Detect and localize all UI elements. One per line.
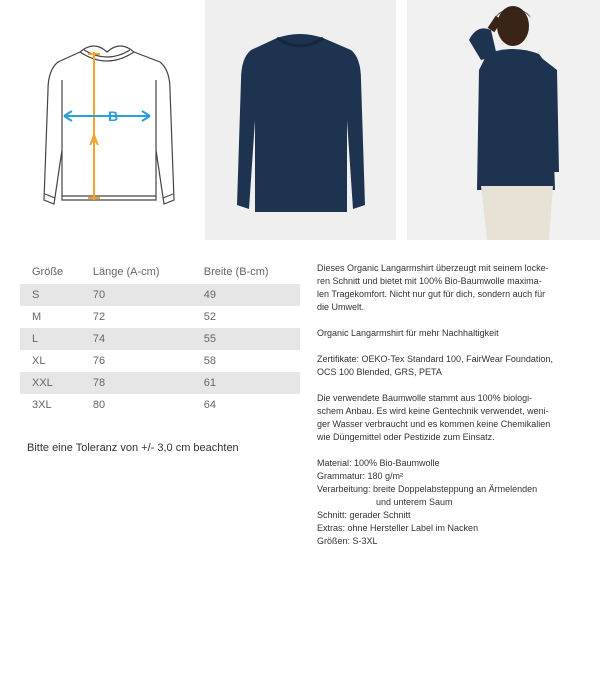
text-line: schem Anbau. Es wird keine Gentechnik verwendet, weni- <box>317 406 549 416</box>
table-row <box>20 350 300 372</box>
text-line: Zertifikate: OEKO-Tex Standard 100, FairWear Foundation, <box>317 354 553 364</box>
text-line: OCS 100 Blended, GRS, PETA <box>317 367 442 377</box>
width-cell: 64 <box>203 399 216 411</box>
size-cell: XL <box>32 355 46 367</box>
description-certificates <box>317 353 592 379</box>
size-table <box>20 260 300 416</box>
length-cell: 78 <box>92 377 106 389</box>
description-intro <box>317 262 592 314</box>
size-table-header <box>20 260 300 284</box>
description-cotton <box>317 392 592 444</box>
text-line: Die verwendete Baumwolle stammt aus 100% biologi- <box>317 393 533 403</box>
length-cell: 70 <box>92 289 106 301</box>
spec-processing-cont: und unterem Saum <box>376 497 453 507</box>
model-wearing-shirt-illustration <box>407 0 600 240</box>
spec-cut: Schnitt: gerader Schnitt <box>317 510 411 520</box>
header-size: Größe <box>32 266 64 278</box>
product-specs <box>317 457 592 548</box>
label-a: A <box>88 132 100 148</box>
header-width: Breite (B-cm) <box>203 266 269 278</box>
text-line: ger Wasser verbraucht und es kommen keine Chemikalien <box>317 419 551 429</box>
spec-grammage: Grammatur: 180 g/m² <box>317 471 404 481</box>
tolerance-note: Bitte eine Toleranz von +/- 3,0 cm beachten <box>27 442 239 454</box>
text-line: Dieses Organic Langarmshirt überzeugt mit seinem locke- <box>317 263 549 273</box>
length-cell: 72 <box>92 311 106 323</box>
model-image <box>407 0 600 240</box>
text-line: die Umwelt. <box>317 302 365 312</box>
text-line: len Tragekomfort. Nicht nur gut für dich, sondern auch für <box>317 289 546 299</box>
product-image <box>205 0 396 240</box>
table-row <box>20 372 300 394</box>
spec-sizes: Größen: S-3XL <box>317 536 378 546</box>
spec-extras: Extras: ohne Hersteller Label im Nacken <box>317 523 479 533</box>
width-cell: 58 <box>203 355 216 367</box>
table-row <box>20 306 300 328</box>
product-description <box>317 262 592 548</box>
label-b: B <box>107 108 119 124</box>
size-cell: XXL <box>32 377 53 389</box>
size-diagram <box>18 0 196 240</box>
spec-material: Material: 100% Bio-Baumwolle <box>317 458 440 468</box>
size-cell: L <box>32 333 39 345</box>
header-length: Länge (A-cm) <box>92 266 160 278</box>
width-cell: 55 <box>203 333 216 345</box>
size-cell: 3XL <box>32 399 52 411</box>
width-cell: 61 <box>203 377 216 389</box>
table-row <box>20 394 300 416</box>
spec-processing: Verarbeitung: breite Doppelabsteppung an Ärmelenden <box>317 484 538 494</box>
length-cell: 80 <box>92 399 106 411</box>
table-row <box>20 328 300 350</box>
navy-longsleeve-illustration <box>205 0 396 240</box>
width-cell: 49 <box>203 289 216 301</box>
length-cell: 74 <box>92 333 106 345</box>
length-cell: 76 <box>92 355 106 367</box>
description-tagline: Organic Langarmshirt für mehr Nachhaltigkeit <box>317 328 499 338</box>
text-line: ren Schnitt und bietet mit 100% Bio-Baumwolle maxima- <box>317 276 542 286</box>
shirt-outline-diagram <box>18 0 196 240</box>
text-line: wie Düngemittel oder Pestizide zum Einsatz. <box>317 432 495 442</box>
width-cell: 52 <box>203 311 216 323</box>
table-row <box>20 284 300 306</box>
size-cell: M <box>32 311 42 323</box>
size-cell: S <box>32 289 40 301</box>
